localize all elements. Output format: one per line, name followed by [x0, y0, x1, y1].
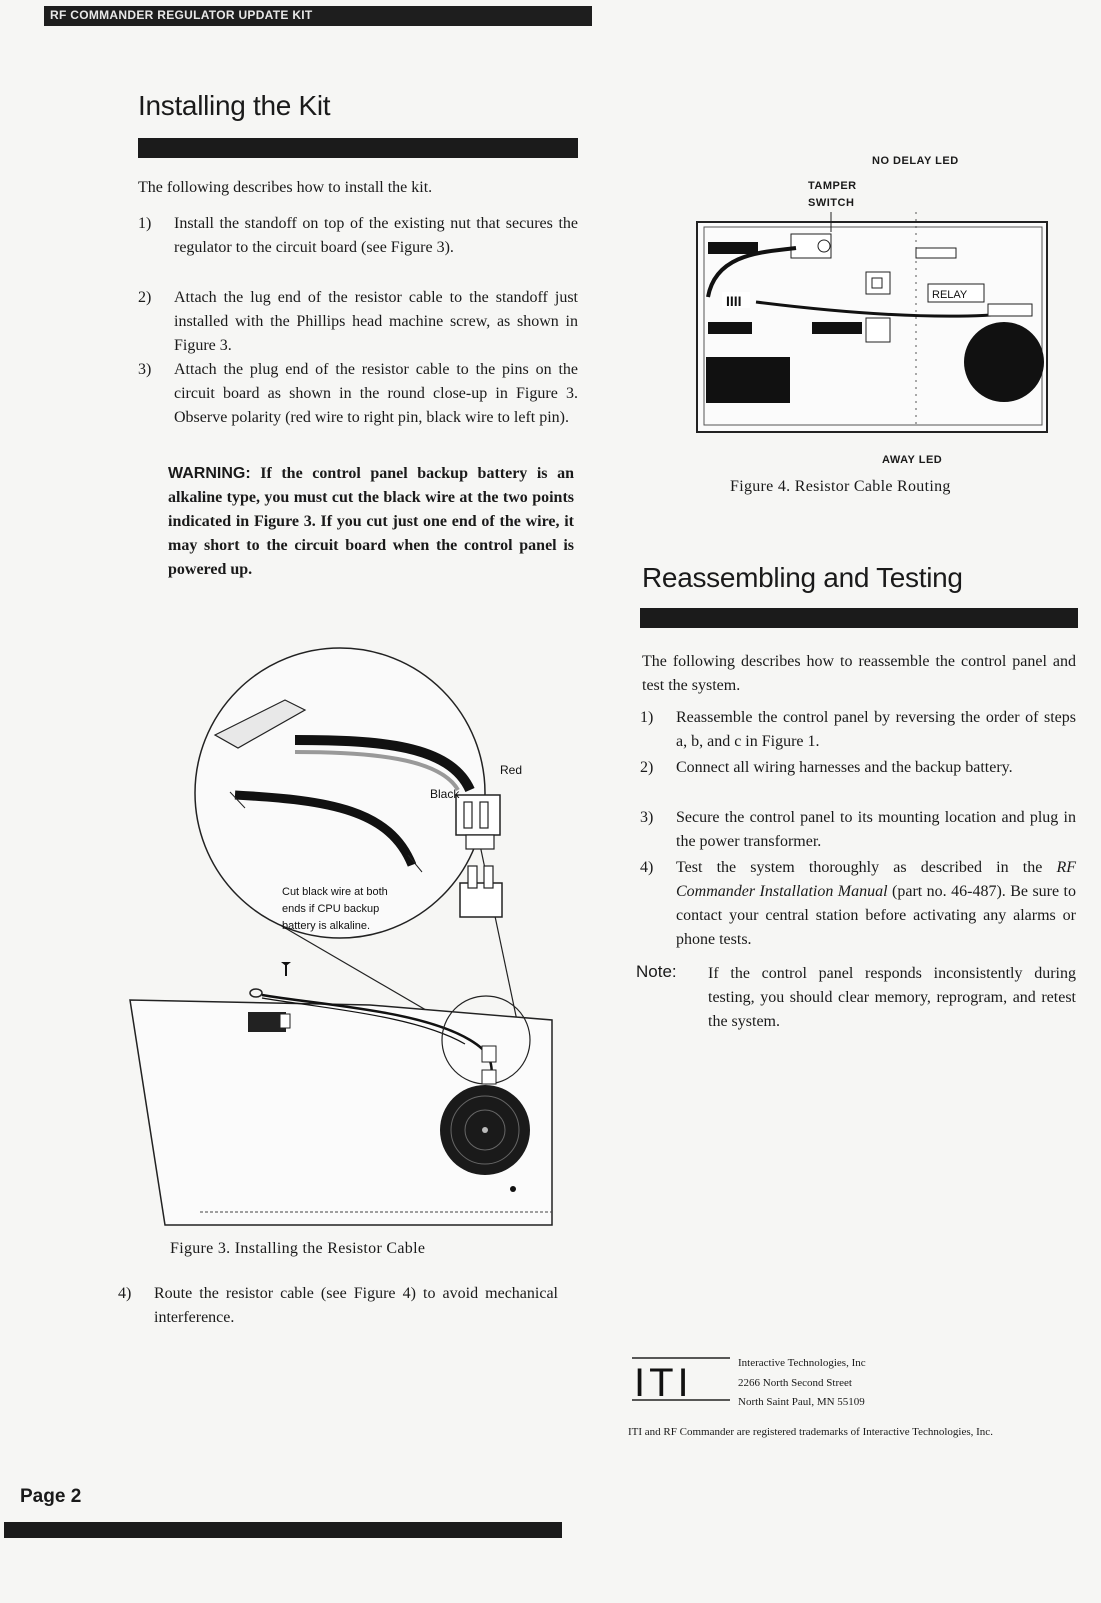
- step-text: [676, 856, 1076, 952]
- reassemble-heading-rule: [640, 608, 1078, 628]
- warning-label: WARNING:: [168, 465, 251, 482]
- reassemble-step-1: [640, 706, 1076, 754]
- iti-logo: [630, 1352, 732, 1406]
- step-number: 4): [118, 1285, 132, 1302]
- callout-line-3: battery is alkaline.: [282, 920, 371, 932]
- step-number: 3): [640, 809, 654, 826]
- step-number: 3): [138, 361, 152, 378]
- step-text: Secure the control panel to its mounting location and plug in the power transformer.: [676, 809, 1076, 850]
- step-text: Attach the plug end of the resistor cable to the pins on the circuit board as shown in the round close-up in Figure 3. Observe polarity (red wire to right pin, black wire to left pin).: [174, 361, 578, 426]
- figure4-illustration: [696, 212, 1052, 438]
- label-no-delay-led: NO DELAY LED: [872, 155, 959, 167]
- install-heading-rule: [138, 138, 578, 158]
- company-name: Interactive Technologies, Inc: [738, 1357, 866, 1369]
- install-step-1: [138, 212, 578, 284]
- install-heading: Installing the Kit: [138, 90, 331, 121]
- step-text-part: (part no. 46-487). Be sure to contact your central station before activating any alarms or phone tests.: [676, 883, 1076, 948]
- step-number: 1): [138, 215, 152, 232]
- note-block: [636, 962, 1076, 1042]
- callout-line-2: ends if CPU backup: [282, 903, 380, 915]
- header-title: RF COMMANDER REGULATOR UPDATE KIT: [50, 8, 313, 22]
- step-number: 1): [640, 709, 654, 726]
- step-text: Install the standoff on top of the existing nut that secures the regulator to the circuit board (see Figure 3).: [174, 215, 578, 256]
- reassemble-step-2: [640, 756, 1076, 804]
- page-number: Page 2: [20, 1486, 82, 1507]
- svg-text:IIII: IIII: [726, 293, 742, 309]
- step-text: Connect all wiring harnesses and the backup battery.: [676, 759, 1013, 776]
- manual-title: RF Commander Installation Manual: [676, 859, 1076, 900]
- company-address-1: 2266 North Second Street: [738, 1377, 852, 1389]
- label-switch: SWITCH: [808, 197, 855, 209]
- step-text-part: Test the system thoroughly as described in the: [676, 859, 1057, 876]
- warning-text: If the control panel backup battery is an alkaline type, you must cut the black wire at the two points indicated in Figure 3. If you cut just one end of the wire, it may short to the circuit board when the control panel is powered up.: [168, 465, 574, 578]
- reassemble-step-3: [640, 806, 1076, 854]
- warning-block: [168, 462, 574, 582]
- figure4-caption: Figure 4. Resistor Cable Routing: [730, 478, 951, 495]
- note-label: Note:: [636, 962, 677, 981]
- figure3-illustration: [120, 640, 570, 1230]
- logo-text: ITI: [634, 1361, 693, 1405]
- install-intro: The following describes how to install the kit.: [138, 179, 433, 196]
- label-black: Black: [430, 787, 460, 801]
- label-away-led: AWAY LED: [882, 454, 943, 466]
- figure3-caption: Figure 3. Installing the Resistor Cable: [170, 1240, 426, 1257]
- step-text: Attach the lug end of the resistor cable to the standoff just installed with the Phillips head machine screw, as shown in Figure 3.: [174, 289, 578, 354]
- note-text: If the control panel responds inconsistently during testing, you should clear memory, reprogram, and retest the system.: [708, 965, 1076, 1030]
- label-relay: RELAY: [932, 289, 968, 301]
- reassemble-step-4: [640, 856, 1076, 952]
- step-text: Route the resistor cable (see Figure 4) to avoid mechanical interference.: [154, 1285, 558, 1326]
- install-step-4: [118, 1282, 558, 1332]
- step-text: Reassemble the control panel by reversing the order of steps a, b, and c in Figure 1.: [676, 709, 1076, 750]
- step-number: 2): [640, 759, 654, 776]
- trademark-notice: ITI and RF Commander are registered trademarks of Interactive Technologies, Inc.: [628, 1426, 993, 1438]
- reassemble-heading: Reassembling and Testing: [642, 562, 963, 593]
- step-number: 2): [138, 289, 152, 306]
- footer-rule: [4, 1522, 562, 1538]
- install-step-2: [138, 286, 578, 358]
- install-step-3: [138, 358, 578, 454]
- label-tamper: TAMPER: [808, 180, 857, 192]
- callout-line-1: Cut black wire at both: [282, 886, 388, 898]
- step-number: 4): [640, 859, 654, 876]
- label-red: Red: [500, 763, 523, 777]
- company-address-2: North Saint Paul, MN 55109: [738, 1396, 865, 1408]
- reassemble-intro: The following describes how to reassemble the control panel and test the system.: [642, 653, 1076, 694]
